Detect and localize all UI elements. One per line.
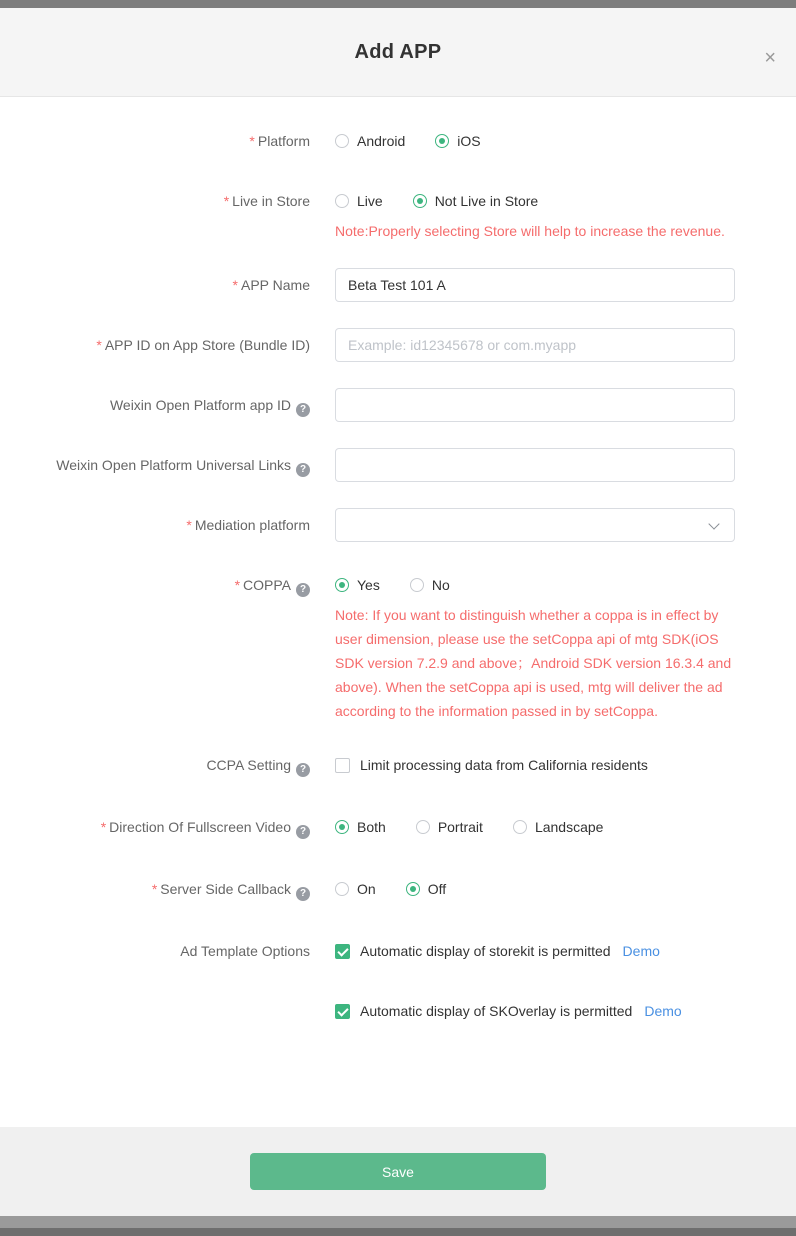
form-row-live-in-store xyxy=(0,191,796,243)
form-row-mediation-platform xyxy=(0,508,796,542)
mediation-platform-label-text: Mediation platform xyxy=(194,517,310,533)
radio-label: Live xyxy=(357,193,383,209)
live-in-store-radio-group xyxy=(335,191,796,211)
modal-header xyxy=(0,8,796,97)
app-name-label-text: APP Name xyxy=(241,277,310,293)
server-callback-radio-on[interactable] xyxy=(335,881,376,897)
platform-label xyxy=(0,131,335,151)
coppa-label xyxy=(0,575,335,723)
skoverlay-checkbox[interactable] xyxy=(335,1003,632,1019)
direction-label xyxy=(0,817,335,839)
app-name-input[interactable] xyxy=(335,268,735,302)
radio-label: Android xyxy=(357,133,406,149)
app-id-input[interactable] xyxy=(335,328,735,362)
modal-body xyxy=(0,97,796,1127)
radio-unchecked-icon xyxy=(335,882,349,896)
form-row-server-callback xyxy=(0,879,796,901)
ccpa-checkbox[interactable] xyxy=(335,757,648,773)
radio-checked-icon xyxy=(335,820,349,834)
weixin-universal-links-label xyxy=(0,448,335,482)
form-row-app-name xyxy=(0,268,796,302)
ccpa-label xyxy=(0,755,335,777)
form-row-weixin-app-id xyxy=(0,388,796,422)
radio-label: No xyxy=(431,577,450,593)
radio-checked-icon xyxy=(435,134,449,148)
coppa-radio-no[interactable] xyxy=(410,577,450,593)
form-row-app-id xyxy=(0,328,796,362)
app-id-label xyxy=(0,328,335,362)
ad-template-item-skoverlay xyxy=(335,1001,796,1021)
form-row-weixin-universal-links xyxy=(0,448,796,482)
checkbox-label: Automatic display of storekit is permitted xyxy=(360,943,611,959)
checkbox-label: Automatic display of SKOverlay is permitted xyxy=(360,1003,633,1019)
checkbox-label: Limit processing data from California residents xyxy=(360,757,648,773)
app-id-label-text: APP ID on App Store (Bundle ID) xyxy=(104,337,310,353)
required-marker: * xyxy=(249,133,255,149)
server-callback-label xyxy=(0,879,335,901)
required-marker: * xyxy=(100,819,107,835)
direction-radio-both[interactable] xyxy=(335,819,386,835)
form-row-coppa xyxy=(0,575,796,723)
coppa-radio-group xyxy=(335,575,796,595)
weixin-app-id-label-text: Weixin Open Platform app ID xyxy=(109,397,291,413)
weixin-app-id-input[interactable] xyxy=(335,388,735,422)
modal-title: Add APP xyxy=(354,40,442,63)
form-row-direction xyxy=(0,817,796,839)
radio-unchecked-icon xyxy=(335,134,349,148)
page-background-top xyxy=(0,0,796,8)
checkbox-checked-icon xyxy=(335,944,350,959)
direction-label-text: Direction Of Fullscreen Video xyxy=(109,819,291,835)
radio-unchecked-icon xyxy=(335,194,349,208)
weixin-universal-links-label-text: Weixin Open Platform Universal Links xyxy=(56,457,291,473)
radio-checked-icon xyxy=(335,578,349,592)
weixin-app-id-label xyxy=(0,388,335,422)
form-row-platform xyxy=(0,131,796,151)
help-icon[interactable]: ? xyxy=(296,463,310,477)
platform-radio-group xyxy=(335,131,796,151)
platform-label-text: Platform xyxy=(257,133,310,149)
radio-unchecked-icon xyxy=(513,820,527,834)
modal-footer xyxy=(0,1127,796,1216)
mediation-platform-label xyxy=(0,508,335,542)
save-button[interactable]: Save xyxy=(250,1153,546,1190)
radio-checked-icon xyxy=(413,194,427,208)
coppa-label-text: COPPA xyxy=(243,577,291,593)
help-icon[interactable]: ? xyxy=(296,763,310,777)
direction-radio-group xyxy=(335,817,796,837)
radio-label: Yes xyxy=(357,577,380,593)
required-marker: * xyxy=(151,881,158,897)
live-in-store-note: Note:Properly selecting Store will help to increase the revenue. xyxy=(335,223,725,239)
help-icon[interactable]: ? xyxy=(296,403,310,417)
direction-radio-portrait[interactable] xyxy=(416,819,483,835)
radio-label: Landscape xyxy=(534,819,604,835)
coppa-note: Note: If you want to distinguish whether a coppa is in effect by user dimension, please use the setCoppa api of mtg SDK(iOS SDK version 7.2.9 and above；Android SDK version 16.3.4 and above). When the setCoppa api is used, mtg will deliver the ad according to the information passed in by setCoppa. xyxy=(335,607,732,719)
mediation-platform-select[interactable] xyxy=(335,508,735,542)
platform-radio-android[interactable] xyxy=(335,133,405,149)
weixin-universal-links-input[interactable] xyxy=(335,448,735,482)
storekit-demo-link[interactable]: Demo xyxy=(622,943,660,959)
live-in-store-label xyxy=(0,191,335,243)
radio-label: iOS xyxy=(457,133,481,149)
radio-label: Not Live in Store xyxy=(434,193,539,209)
radio-unchecked-icon xyxy=(410,578,424,592)
page-background-bottom-edge xyxy=(0,1228,796,1236)
skoverlay-demo-link[interactable]: Demo xyxy=(644,1003,682,1019)
page-background-bottom xyxy=(0,1216,796,1228)
direction-radio-landscape[interactable] xyxy=(513,819,604,835)
checkbox-checked-icon xyxy=(335,1004,350,1019)
ad-template-label xyxy=(0,941,335,1021)
radio-label: On xyxy=(357,881,376,897)
live-in-store-label-text: Live in Store xyxy=(232,193,310,209)
radio-label: Off xyxy=(427,881,447,897)
chevron-down-icon xyxy=(708,518,719,529)
help-icon[interactable]: ? xyxy=(296,825,310,839)
radio-label: Portrait xyxy=(437,819,483,835)
radio-label: Both xyxy=(357,819,386,835)
live-radio-live[interactable] xyxy=(335,193,383,209)
required-marker: * xyxy=(186,517,192,533)
app-name-label xyxy=(0,268,335,302)
required-marker: * xyxy=(96,337,102,353)
form-row-ccpa xyxy=(0,755,796,777)
form-row-ad-template xyxy=(0,941,796,1021)
checkbox-unchecked-icon xyxy=(335,758,350,773)
radio-unchecked-icon xyxy=(416,820,430,834)
ad-template-label-text: Ad Template Options xyxy=(180,943,310,959)
ad-template-item-storekit xyxy=(335,941,796,961)
help-icon[interactable]: ? xyxy=(296,887,310,901)
radio-checked-icon xyxy=(406,882,420,896)
add-app-modal xyxy=(0,8,796,1216)
close-icon[interactable]: × xyxy=(764,47,776,69)
required-marker: * xyxy=(232,277,238,293)
required-marker: * xyxy=(223,193,230,209)
storekit-checkbox[interactable] xyxy=(335,943,611,959)
server-callback-label-text: Server Side Callback xyxy=(160,881,291,897)
help-icon[interactable]: ? xyxy=(296,583,310,597)
server-callback-radio-off[interactable] xyxy=(406,881,446,897)
server-callback-radio-group xyxy=(335,879,796,899)
required-marker: * xyxy=(234,577,241,593)
ccpa-label-text: CCPA Setting xyxy=(206,757,291,773)
platform-radio-ios[interactable] xyxy=(435,133,480,149)
live-radio-not-live[interactable] xyxy=(413,193,539,209)
coppa-radio-yes[interactable] xyxy=(335,577,380,593)
